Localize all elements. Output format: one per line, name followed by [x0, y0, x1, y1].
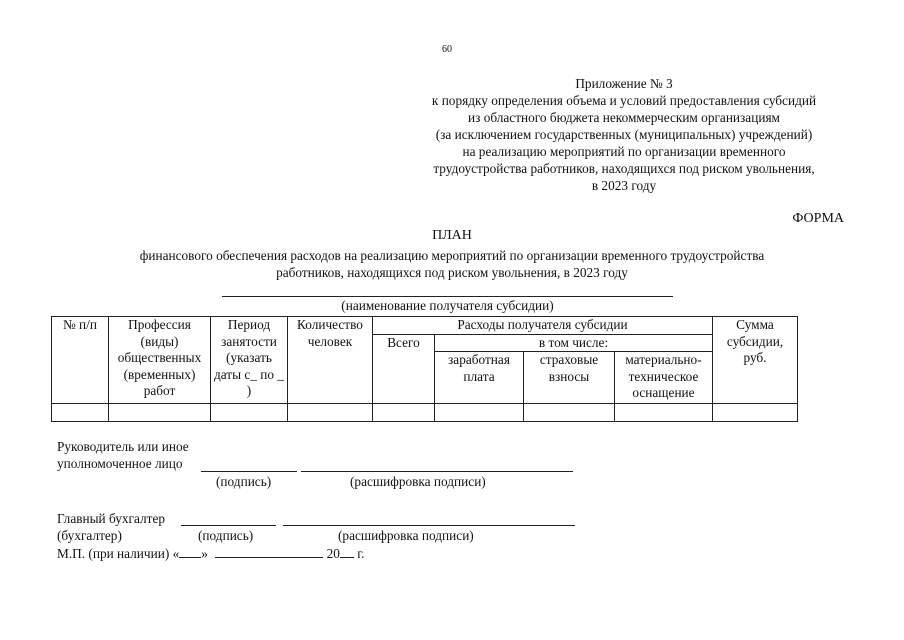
- head-decoding-line[interactable]: [301, 471, 573, 472]
- accountant-decoding-caption: (расшифровка подписи): [338, 528, 474, 543]
- year-blank[interactable]: [340, 545, 354, 558]
- table-row: [52, 404, 798, 422]
- head-signature-line[interactable]: [201, 471, 297, 472]
- subtitle-line: работников, находящихся под риском увольнения, в 2023 году: [276, 265, 628, 280]
- table-cell[interactable]: [524, 404, 615, 422]
- appendix-line: в 2023 году: [591, 178, 657, 193]
- header-subsidy: Сумма субсидии, руб.: [713, 317, 798, 404]
- header-salary: заработная плата: [435, 352, 524, 404]
- table-cell[interactable]: [435, 404, 524, 422]
- table-cell[interactable]: [109, 404, 211, 422]
- accountant-label-line2: (бухгалтер): [57, 528, 122, 543]
- header-count: Количество человек: [288, 317, 373, 404]
- form-label: ФОРМА: [792, 211, 844, 226]
- appendix-line: Приложение № 3: [575, 76, 673, 91]
- appendix-line: к порядку определения объема и условий предоставления субсидий: [431, 93, 817, 108]
- page-number: 60: [442, 44, 452, 55]
- head-signature-caption: (подпись): [216, 474, 272, 489]
- header-num: № п/п: [52, 317, 109, 404]
- appendix-line: (за исключением государственных (муниципальных) учреждений): [435, 127, 813, 142]
- appendix-line: трудоустройства работников, находящихся под риском увольнения,: [433, 161, 815, 176]
- header-expenses: Расходы получателя субсидии: [373, 317, 713, 335]
- year-prefix: 20: [326, 546, 340, 561]
- subtitle-line: финансового обеспечения расходов на реализацию мероприятий по организации временного трудоустройства: [139, 248, 765, 263]
- recipient-name-line: [222, 296, 673, 297]
- table-cell[interactable]: [52, 404, 109, 422]
- table-cell[interactable]: [713, 404, 798, 422]
- accountant-signature-line[interactable]: [181, 525, 276, 526]
- header-including: в том числе:: [435, 334, 713, 352]
- seal-date-row: [57, 545, 364, 562]
- table-cell[interactable]: [288, 404, 373, 422]
- plan-title: ПЛАН: [432, 228, 472, 243]
- header-total: Всего: [373, 334, 435, 404]
- recipient-caption: (наименование получателя субсидии): [341, 298, 554, 313]
- table-cell[interactable]: [211, 404, 288, 422]
- year-suffix: г.: [357, 546, 365, 561]
- table-cell[interactable]: [615, 404, 713, 422]
- seal-middle: »: [201, 546, 208, 561]
- day-blank[interactable]: [179, 545, 201, 558]
- budget-table: [51, 316, 798, 422]
- header-period: Период занятости (указать даты с_ по _ ): [211, 317, 288, 404]
- head-decoding-caption: (расшифровка подписи): [350, 474, 486, 489]
- head-label-line2: уполномоченное лицо: [57, 456, 183, 471]
- accountant-decoding-line[interactable]: [283, 525, 575, 526]
- header-insurance: страховые взносы: [524, 352, 615, 404]
- appendix-line: из областного бюджета некоммерческим организациям: [468, 110, 780, 125]
- accountant-label-line1: Главный бухгалтер: [57, 511, 166, 526]
- plan-subtitle: [70, 247, 834, 281]
- seal-prefix: М.П. (при наличии) «: [57, 546, 180, 561]
- accountant-signature-caption: (подпись): [198, 528, 254, 543]
- table-cell[interactable]: [373, 404, 435, 422]
- header-profession: Профессия (виды) общественных (временных) работ: [109, 317, 211, 404]
- month-blank[interactable]: [215, 545, 323, 558]
- header-material: материально-техническое оснащение: [615, 352, 713, 404]
- appendix-block: [388, 75, 860, 194]
- head-label-line1: Руководитель или иное: [57, 439, 189, 454]
- appendix-line: на реализацию мероприятий по организации временного: [462, 144, 786, 159]
